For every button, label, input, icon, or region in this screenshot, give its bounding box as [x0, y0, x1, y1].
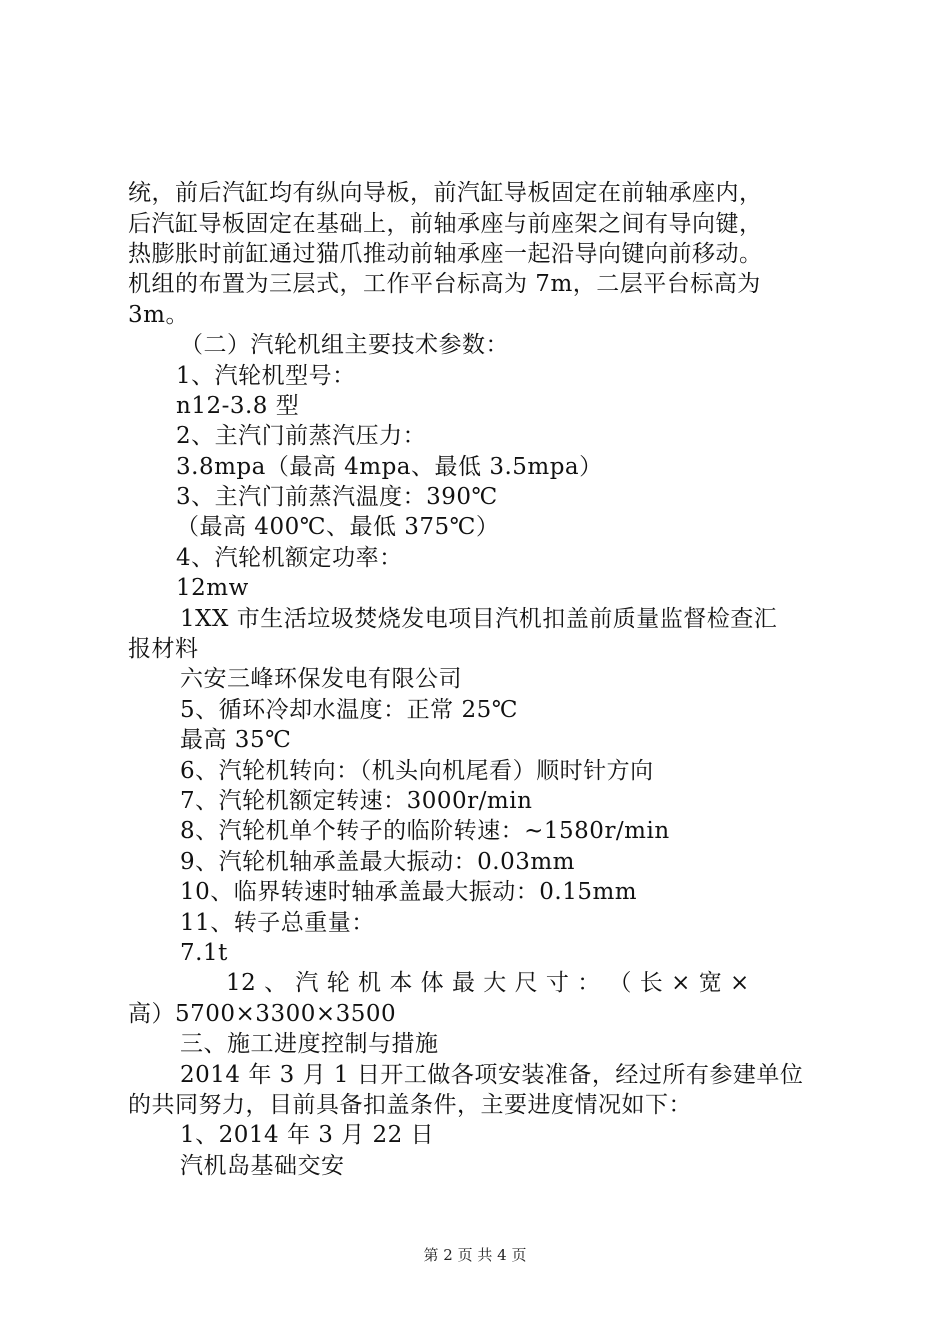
document-title-line: 1XX 市生活垃圾焚烧发电项目汽机扣盖前质量监督检查汇 — [180, 606, 778, 632]
paragraph-line: 2014 年 3 月 1 日开工做各项安装准备，经过所有参建单位 — [180, 1062, 804, 1088]
progress-line: 汽机岛基础交安 — [180, 1153, 345, 1179]
param-line: 10、临界转速时轴承盖最大振动：0.15mm — [180, 879, 638, 905]
param-line: 6、汽轮机转向：（机头向机尾看）顺时针方向 — [180, 758, 654, 784]
param-line: 1、汽轮机型号： — [176, 363, 356, 389]
paragraph-line: 3m。 — [128, 302, 189, 328]
paragraph-line: 的共同努力，目前具备扣盖条件，主要进度情况如下： — [128, 1092, 692, 1118]
company-name: 六安三峰环保发电有限公司 — [180, 666, 462, 692]
param-line: 5、循环冷却水温度：正常 25℃ — [180, 697, 518, 723]
param-line: 3、主汽门前蒸汽温度：390℃ — [176, 484, 498, 510]
paragraph-line: 统，前后汽缸均有纵向导板，前汽缸导板固定在前轴承座内， — [128, 180, 763, 206]
param-line: 3.8mpa（最高 4mpa、最低 3.5mpa） — [176, 454, 603, 480]
param-line: 4、汽轮机额定功率： — [176, 545, 403, 571]
progress-line: 1、2014 年 3 月 22 日 — [180, 1122, 435, 1148]
param-line: 7、汽轮机额定转速：3000r/min — [180, 788, 533, 814]
paragraph-line: 后汽缸导板固定在基础上，前轴承座与前座架之间有导向键， — [128, 211, 763, 237]
section-heading: （二）汽轮机组主要技术参数： — [180, 332, 509, 358]
paragraph-line: 热膨胀时前缸通过猫爪推动前轴承座一起沿导向键向前移动。 — [128, 241, 763, 267]
page-number-footer: 第 2 页 共 4 页 — [423, 1246, 527, 1264]
param-line: 12mw — [176, 575, 249, 601]
param-line: n12-3.8 型 — [176, 393, 300, 419]
document-title-line: 报材料 — [128, 636, 199, 662]
param-line: 11、转子总重量： — [180, 910, 375, 936]
param-line: 7.1t — [180, 940, 228, 966]
param-line: 高）5700×3300×3500 — [128, 1001, 397, 1027]
param-line: 2、主汽门前蒸汽压力： — [176, 423, 427, 449]
param-line: （最高 400℃、最低 375℃） — [176, 514, 500, 540]
paragraph-line: 机组的布置为三层式，工作平台标高为 7m，二层平台标高为 — [128, 271, 761, 297]
section-heading: 三、施工进度控制与措施 — [180, 1031, 439, 1057]
param-line: 12 、 汽 轮 机 本 体 最 大 尺 寸 ： （ 长 × 宽 × — [226, 970, 750, 996]
param-line: 最高 35℃ — [180, 727, 292, 753]
param-line: 8、汽轮机单个转子的临阶转速：~1580r/min — [180, 818, 670, 844]
param-line: 9、汽轮机轴承盖最大振动：0.03mm — [180, 849, 575, 875]
